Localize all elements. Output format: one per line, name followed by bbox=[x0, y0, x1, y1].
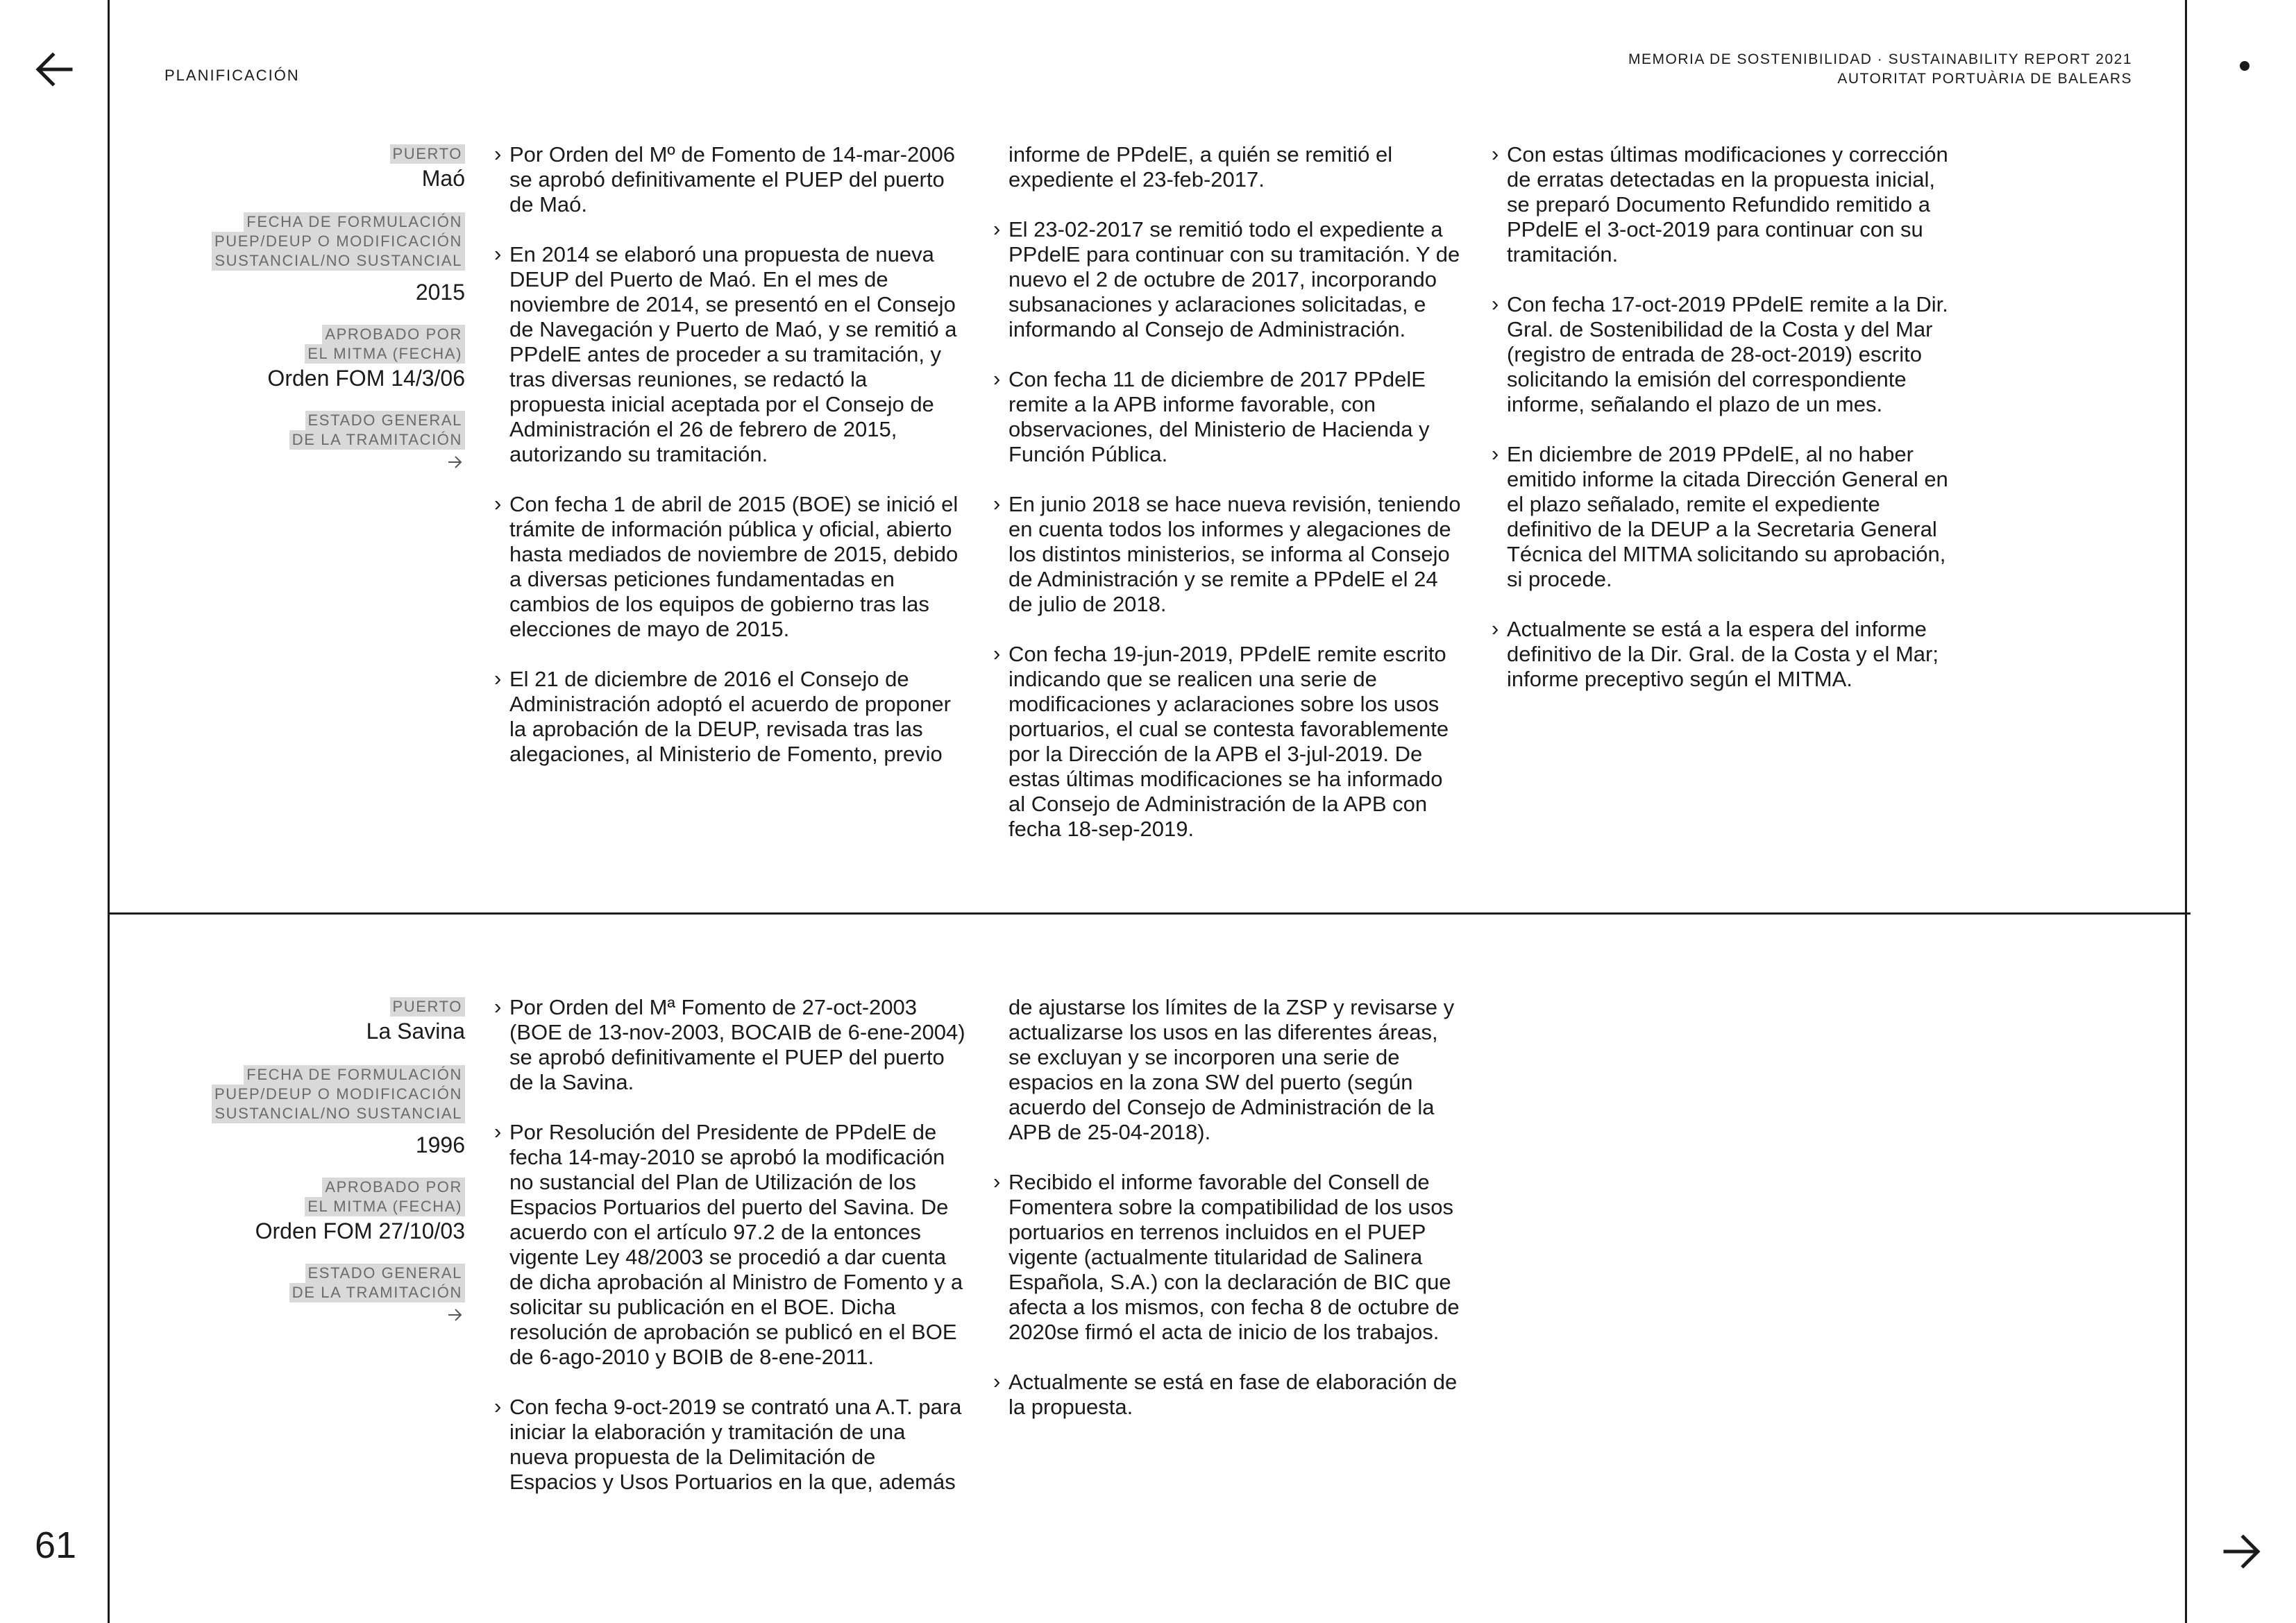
menu-dot-icon[interactable] bbox=[2240, 61, 2249, 71]
back-arrow-icon[interactable] bbox=[35, 51, 74, 87]
list-item: › En 2014 se elaboró una propuesta de nueva DEUP del Puerto de Maó. En el mes de noviembre de 2014, se presentó en el Consejo de Navegación y Puerto de Maó, y se remitió a PPdelE antes de proceder a su tramitación, y tras diversas reuniones, se redactó la propuesta inicial aceptada por el Consejo de Administración el 26 de febrero de 2015, autorizando su tramitación. bbox=[494, 242, 966, 467]
list-item: › Recibido el informe favorable del Consell de Fomentera sobre la compatibilidad de los usos portuarios en terrenos incluidos en el PUEP vigente (actualmente titularidad de Salinera Española, S.A.) con la declaración de BIC que afecta a los mismos, con fecha 8 de octubre de 2020se firmó el acta de inicio de los trabajos. bbox=[993, 1170, 1465, 1345]
list-item-continued: de ajustarse los límites de la ZSP y revisarse y actualizarse los usos en las diferentes áreas, se excluyan y se incorporen una serie de espacios en la zona SW del puerto (según acuerdo del Consejo de Administración de la APB de 25-04-2018). bbox=[1008, 995, 1455, 1144]
list-item: › Por Orden del Mª Fomento de 27-oct-2003 (BOE de 13-nov-2003, BOCAIB de 6-ene-2004) se aprobó definitivamente el PUEP del puerto de la Savina. bbox=[494, 995, 966, 1095]
port-tag: PUERTO bbox=[390, 144, 465, 164]
formulation-year: 2015 bbox=[415, 280, 465, 305]
report-header bbox=[1628, 50, 2132, 89]
list-item: › Con fecha 1 de abril de 2015 (BOE) se inició el trámite de información pública y oficial, abierto hasta mediados de noviembre de 2015, debido a diversas peticiones fundamentadas en cambios de los equipos de gobierno tras las elecciones de mayo de 2015. bbox=[494, 492, 966, 642]
port-name: Maó bbox=[421, 166, 465, 191]
formulation-tag-line3: SUSTANCIAL/NO SUSTANCIAL bbox=[212, 251, 465, 271]
mao-column-1 bbox=[494, 142, 966, 792]
la-savina-column-1 bbox=[494, 995, 966, 1520]
port-info-mao bbox=[174, 144, 465, 473]
la-savina-column-2 bbox=[993, 995, 1465, 1445]
status-tag-line1: ESTADO GENERAL bbox=[305, 1264, 465, 1283]
list-item: › Con estas últimas modificaciones y corrección de erratas detectadas en la propuesta inicial, se preparó Documento Refundido remitido a PPdelE el 3-oct-2019 para continuar con su tramitación. bbox=[1492, 142, 1964, 267]
right-frame-line bbox=[2185, 0, 2187, 1623]
status-tag-line2: DE LA TRAMITACIÓN bbox=[289, 430, 465, 450]
formulation-tag-line3: SUSTANCIAL/NO SUSTANCIAL bbox=[212, 1104, 465, 1123]
approved-tag-line1: APROBADO POR bbox=[322, 1178, 465, 1197]
report-title: MEMORIA DE SOSTENIBILIDAD · SUSTAINABILITY REPORT 2021 bbox=[1628, 51, 2132, 67]
formulation-tag-line1: FECHA DE FORMULACIÓN bbox=[244, 1065, 465, 1085]
arrow-right-small-icon bbox=[447, 1308, 464, 1322]
list-item: › Por Orden del Mº de Fomento de 14-mar-2006 se aprobó definitivamente el PUEP del puerto de Maó. bbox=[494, 142, 966, 217]
list-item: › Actualmente se está a la espera del informe definitivo de la Dir. Gral. de la Costa y el Mar; informe preceptivo según el MITMA. bbox=[1492, 617, 1964, 692]
mao-column-3 bbox=[1492, 142, 1964, 717]
formulation-tag-line1: FECHA DE FORMULACIÓN bbox=[244, 212, 465, 232]
list-item: › El 21 de diciembre de 2016 el Consejo de Administración adoptó el acuerdo de proponer la aprobación de la DEUP, revisada tras las alegaciones, al Ministerio de Fomento, previo bbox=[494, 667, 966, 767]
port-name: La Savina bbox=[366, 1019, 465, 1044]
approved-tag-line2: EL MITMA (FECHA) bbox=[305, 344, 465, 364]
page-number: 61 bbox=[35, 1524, 77, 1566]
list-item: › Con fecha 9-oct-2019 se contrató una A.T. para iniciar la elaboración y tramitación de una nueva propuesta de la Delimitación de Espacios y Usos Portuarios en la que, además bbox=[494, 1395, 966, 1495]
status-tag-line2: DE LA TRAMITACIÓN bbox=[289, 1283, 465, 1302]
status-tag-line1: ESTADO GENERAL bbox=[305, 411, 465, 430]
list-item: › En junio 2018 se hace nueva revisión, teniendo en cuenta todos los informes y alegaciones de los distintos ministerios, se informa al Consejo de Administración y se remite a PPdelE el 24 de julio de 2018. bbox=[993, 492, 1465, 617]
list-item: › Con fecha 11 de diciembre de 2017 PPdelE remite a la APB informe favorable, con observaciones, del Ministerio de Hacienda y Función Pública. bbox=[993, 367, 1465, 467]
formulation-tag-line2: PUEP/DEUP O MODIFICACIÓN bbox=[212, 232, 465, 251]
list-item: › El 23-02-2017 se remitió todo el expediente a PPdelE para continuar con su tramitación. Y de nuevo el 2 de octubre de 2017, incorporando subsanaciones y aclaraciones solicitadas, e informando al Consejo de Administración. bbox=[993, 217, 1465, 342]
arrow-right-small-icon bbox=[447, 455, 464, 469]
approved-order: Orden FOM 27/10/03 bbox=[255, 1218, 465, 1243]
list-item: › En diciembre de 2019 PPdelE, al no haber emitido informe la citada Dirección General en el plazo señalado, remite el expediente definitivo de la DEUP a la Secretaria General Técnica del MITMA solicitando su aprobación, si procede. bbox=[1492, 442, 1964, 592]
list-item: › Actualmente se está en fase de elaboración de la propuesta. bbox=[993, 1370, 1465, 1420]
section-label: PLANIFICACIÓN bbox=[164, 67, 300, 84]
approved-tag-line2: EL MITMA (FECHA) bbox=[305, 1197, 465, 1216]
section-divider bbox=[110, 912, 2191, 915]
list-item: › Con fecha 19-jun-2019, PPdelE remite escrito indicando que se realicen una serie de modificaciones y aclaraciones sobre los usos portuarios, el cual se contesta favorablemente por la Dirección de la APB el 3-jul-2019. De estas últimas modificaciones se ha informado al Consejo de Administración de la APB con fecha 18-sep-2019. bbox=[993, 642, 1465, 842]
port-info-la-savina bbox=[174, 997, 465, 1325]
formulation-year: 1996 bbox=[415, 1132, 465, 1157]
list-item-continued: informe de PPdelE, a quién se remitió el expediente el 23-feb-2017. bbox=[1008, 142, 1393, 192]
port-tag: PUERTO bbox=[390, 997, 465, 1017]
organization-name: AUTORITAT PORTUÀRIA DE BALEARS bbox=[1837, 71, 2132, 87]
approved-tag-line1: APROBADO POR bbox=[322, 325, 465, 344]
list-item: › Por Resolución del Presidente de PPdelE de fecha 14-may-2010 se aprobó la modificación no sustancial del Plan de Utilización de los Espacios Portuarios del puerto del Savina. De acuerdo con el artículo 97.2 de la entonces vigente Ley 48/2003 se procedió a dar cuenta de dicha aprobación al Ministro de Fomento y a solicitar su publicación en el BOE. Dicha resolución de aprobación se publicó en el BOE de 6-ago-2010 y BOIB de 8-ene-2011. bbox=[494, 1120, 966, 1370]
left-frame-line bbox=[108, 0, 110, 1623]
next-arrow-icon[interactable] bbox=[2222, 1533, 2261, 1570]
formulation-tag-line2: PUEP/DEUP O MODIFICACIÓN bbox=[212, 1085, 465, 1104]
mao-column-2 bbox=[993, 142, 1465, 867]
list-item: › Con fecha 17-oct-2019 PPdelE remite a la Dir. Gral. de Sostenibilidad de la Costa y del Mar (registro de entrada de 28-oct-2019) escrito solicitando la emisión del correspondiente informe, señalando el plazo de un mes. bbox=[1492, 292, 1964, 417]
approved-order: Orden FOM 14/3/06 bbox=[267, 366, 465, 391]
